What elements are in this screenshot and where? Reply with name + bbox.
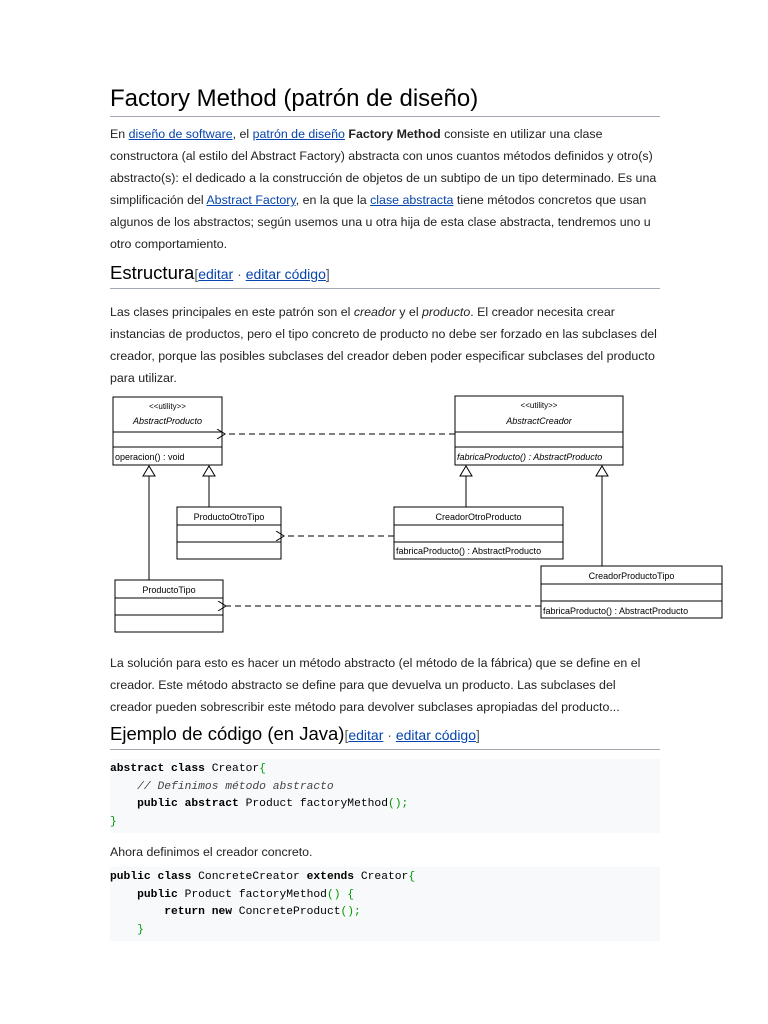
link-clase-abstracta[interactable]: clase abstracta — [370, 193, 454, 207]
edit-section-links — [194, 266, 329, 282]
method-label: fabricaProducto() : AbstractProducto — [457, 452, 603, 462]
code-punct: () { — [326, 888, 355, 901]
intro-text: , en la que la — [295, 193, 371, 207]
intro-bold-term: Factory Method — [348, 127, 441, 141]
code-keyword: public class — [110, 871, 192, 883]
link-diseno-de-software[interactable]: diseño de software — [128, 127, 233, 141]
code-indent — [110, 906, 164, 918]
code-punct: { — [259, 763, 266, 775]
uml-class-creadorotroproducto — [394, 507, 563, 559]
uml-inheritance-creadorproductotipo — [596, 466, 608, 566]
code-punct: } — [137, 923, 144, 936]
code-block-creator — [110, 759, 660, 833]
edit-code-link[interactable]: editar código — [395, 727, 477, 743]
code-keyword: extends — [306, 871, 355, 883]
italic-term-creador: creador — [353, 305, 396, 319]
class-name: AbstractProducto — [132, 416, 203, 426]
code-text: Creator — [204, 763, 260, 775]
code-keyword: public abstract — [137, 798, 239, 810]
code-keyword: public — [137, 888, 178, 901]
intro-text: En — [110, 127, 129, 141]
intro-text: , el — [232, 127, 253, 141]
uml-inheritance-productotipo — [143, 466, 155, 580]
between-text: Ahora definimos el creador concreto. — [110, 845, 313, 859]
edit-link[interactable]: editar — [198, 266, 234, 282]
uml-inheritance-productootrotipo — [203, 466, 215, 507]
code-text: Creator — [354, 871, 409, 883]
section-heading-text: Ejemplo de código (en Java) — [110, 723, 345, 744]
uml-class-creadorproductotipo — [541, 566, 722, 618]
code-keyword: abstract class — [110, 763, 205, 775]
bracket: [ — [194, 266, 199, 282]
code-block-concrete-creator — [110, 867, 660, 941]
code-comment: // Definimos método abstracto — [110, 780, 334, 793]
method-label: operacion() : void — [115, 452, 185, 462]
uml-class-abstractcreador — [455, 396, 623, 465]
bracket: ] — [476, 727, 480, 743]
code-indent — [110, 924, 137, 936]
text: Las clases principales en este patrón son el — [110, 305, 354, 319]
code-text: Product factoryMethod — [177, 888, 327, 901]
intro-text: tiene métodos concretos que usan algunos de los abstractos; según usemos una u otra hija de esta clase abstracta, tendremos uno u otro comportamiento. — [110, 193, 651, 251]
code-punct: (); — [340, 906, 361, 918]
bracket: [ — [344, 727, 349, 743]
code-punct: { — [408, 871, 416, 883]
section-heading-estructura — [110, 260, 660, 289]
code-keyword: return new — [164, 906, 233, 918]
stereotype-label: <<utility>> — [149, 402, 186, 411]
code-text: ConcreteProduct — [232, 906, 341, 918]
code-indent — [110, 889, 137, 901]
link-abstract-factory[interactable]: Abstract Factory — [206, 193, 296, 207]
section-heading-ejemplo — [110, 721, 660, 750]
structure-paragraph — [110, 301, 660, 389]
code-text: ConcreteCreator — [191, 871, 307, 883]
uml-inheritance-creadorotroproducto — [460, 466, 472, 507]
link-patron-de-diseno[interactable]: patrón de diseño — [252, 127, 345, 141]
separator: · — [383, 727, 396, 743]
separator: · — [233, 266, 246, 282]
code-text: Product factoryMethod — [238, 798, 388, 810]
uml-class-productootrotipo — [177, 507, 281, 559]
method-label: fabricaProducto() : AbstractProducto — [543, 606, 689, 616]
method-label: fabricaProducto() : AbstractProducto — [396, 546, 542, 556]
uml-class-abstractproducto — [113, 397, 222, 465]
uml-class-diagram — [112, 396, 726, 646]
class-name: AbstractCreador — [506, 416, 572, 426]
class-name: ProductoOtroTipo — [193, 512, 265, 522]
text: . El creador necesita crear instancias de productos, pero el tipo concreto de producto no debe ser forzado en las subclases del creador, porque las posibles subclases del creador deben poder especificar subclases del producto para utilizar. — [110, 305, 657, 385]
page-title: Factory Method (patrón de diseño) — [110, 84, 660, 117]
class-name: ProductoTipo — [142, 585, 196, 595]
article — [110, 84, 689, 941]
intro-paragraph — [110, 123, 660, 255]
uml-class-productotipo — [115, 580, 223, 632]
class-name: CreadorOtroProducto — [435, 512, 522, 522]
stereotype-label: <<utility>> — [520, 401, 558, 410]
code-punct: (); — [387, 798, 409, 810]
edit-link[interactable]: editar — [348, 727, 384, 743]
bracket: ] — [325, 266, 330, 282]
class-name: CreadorProductoTipo — [588, 571, 675, 581]
code-indent — [110, 798, 137, 810]
italic-term-producto: producto — [422, 305, 471, 319]
edit-section-links — [344, 727, 479, 743]
solution-paragraph: La solución para esto es hacer un método abstracto (el método de la fábrica) que se define en el creador. Este método abstracto se define para que devuelva un producto. Las subclases del creador pueden sobrescribir este método para devolver subclases apropiadas del producto... — [110, 656, 641, 714]
text: y el — [395, 305, 423, 319]
section-heading-text: Estructura — [110, 262, 195, 283]
intro-text: consiste en utilizar una clase constructora (al estilo del Abstract Factory) abstracta con unos cuantos métodos definidos y otro(s) abstracto(s): el dedicado a la construcción de objetos de un subtipo de un tipo determinado. Es una simplificación del — [110, 127, 657, 207]
edit-code-link[interactable]: editar código — [245, 266, 326, 282]
code-punct: } — [110, 815, 117, 828]
